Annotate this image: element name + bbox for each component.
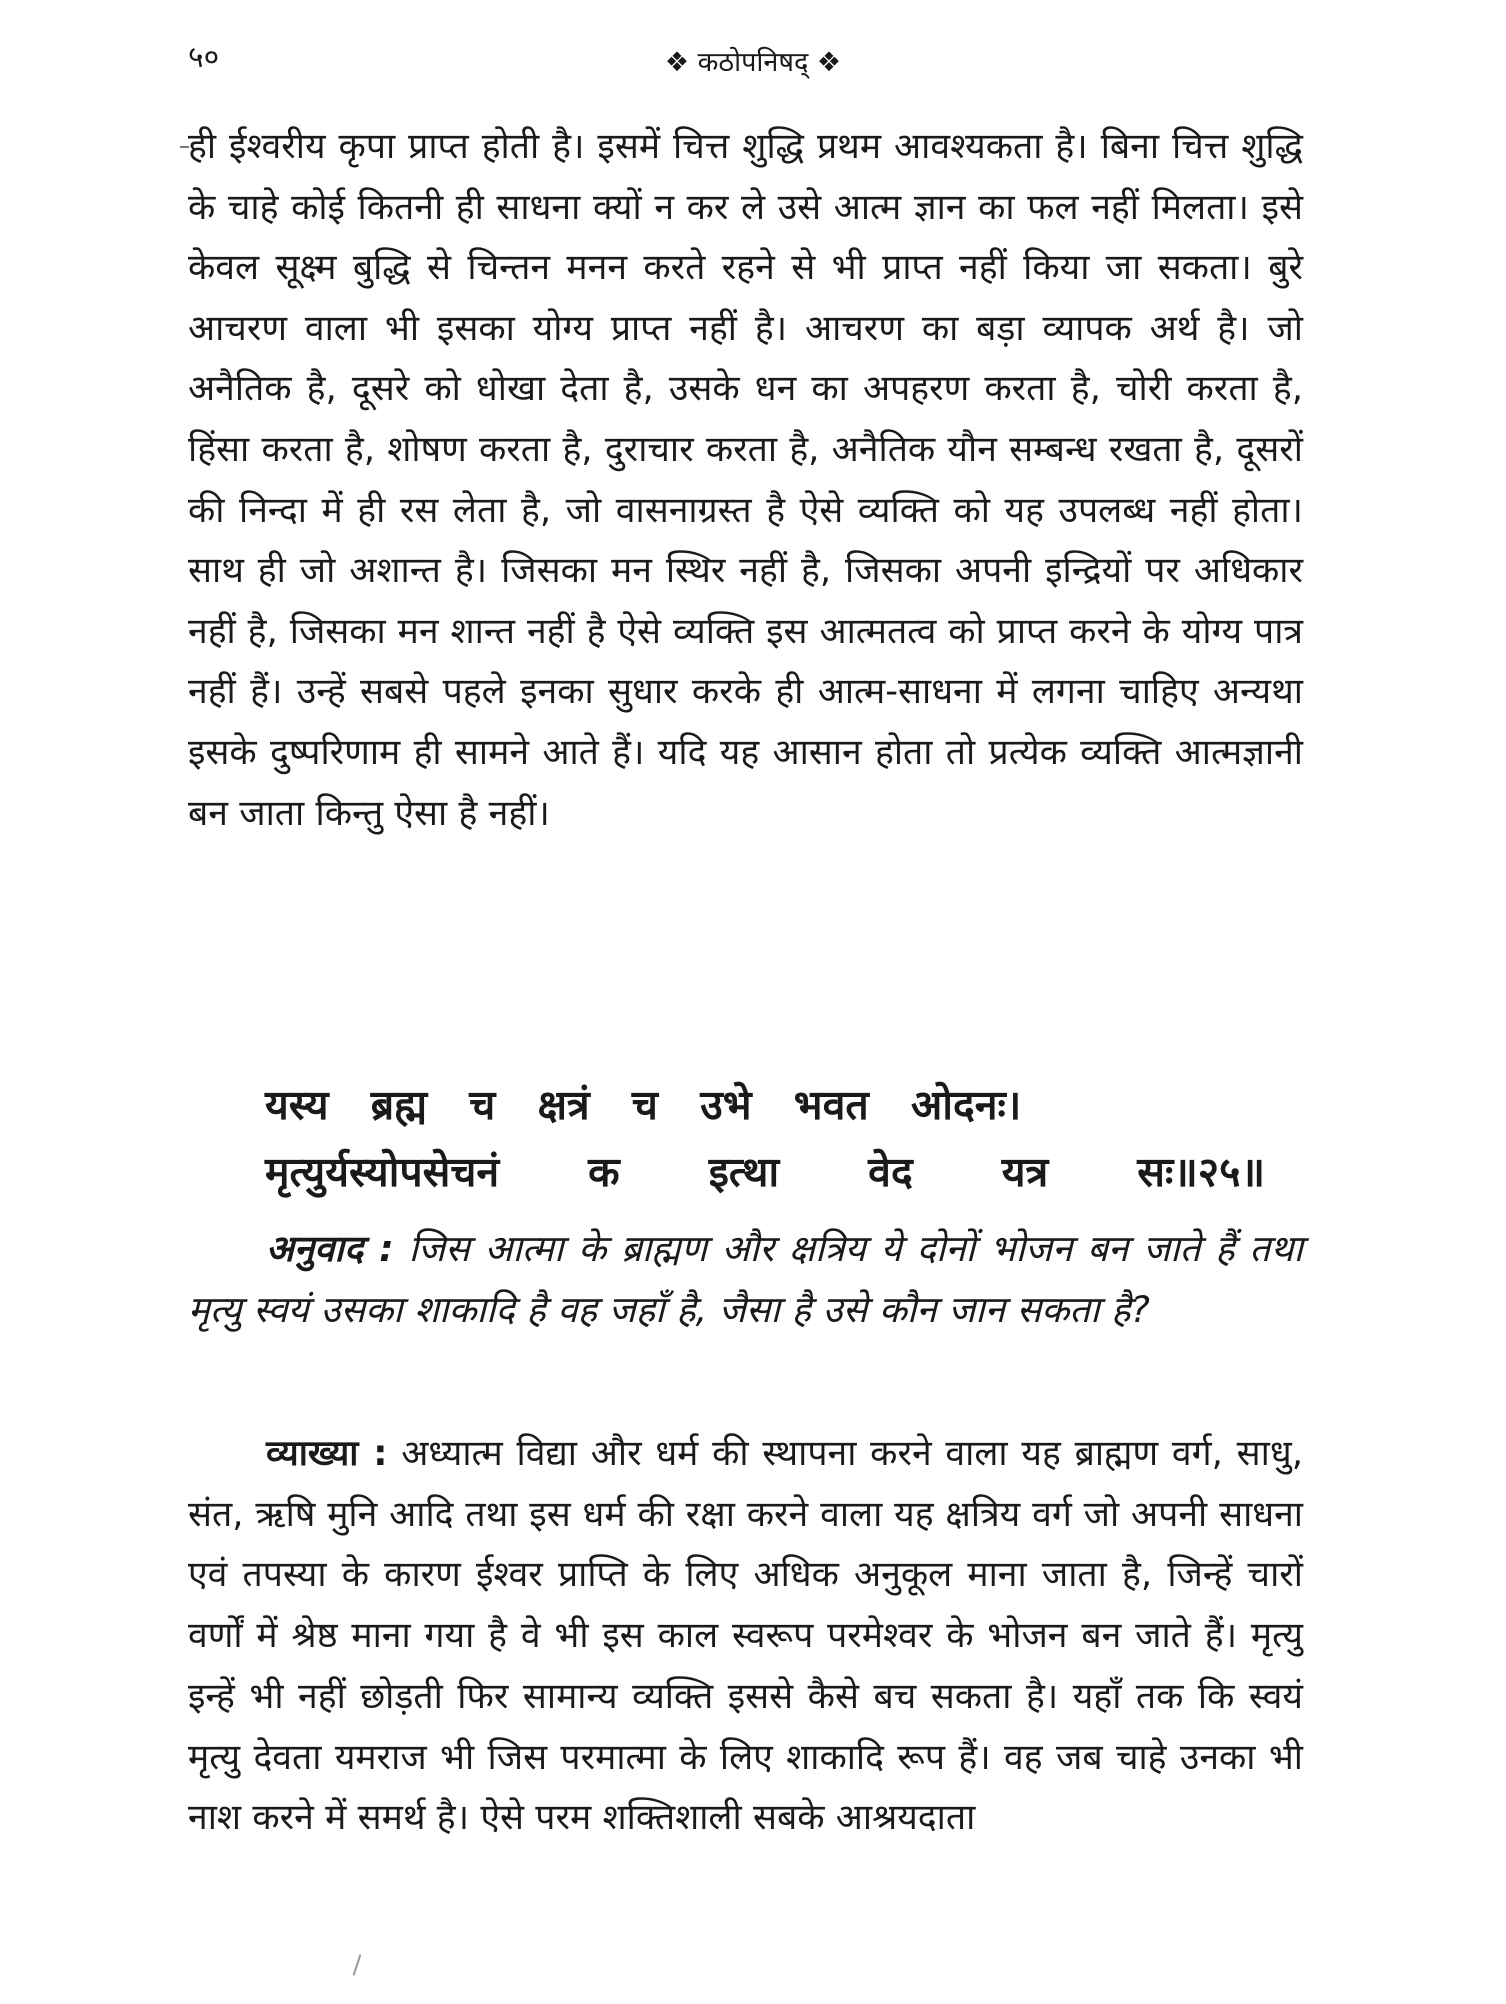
translation-paragraph — [188, 1218, 1303, 1340]
running-header-title: ❖ कठोपनिषद् ❖ — [664, 47, 842, 78]
scan-speck — [353, 1954, 362, 1976]
translation-label: अनुवाद : — [266, 1227, 394, 1270]
explanation-label: व्याख्या : — [266, 1433, 388, 1474]
page-number: ५० — [188, 40, 220, 75]
translation-text: जिस आत्मा के ब्राह्मण और क्षत्रिय ये दोनों भोजन बन जाते हैं तथा मृत्यु स्वयं उसका शाकादि है वह जहाँ है, जैसा है उसे कौन जान सकता है? — [188, 1227, 1304, 1331]
verse-line-1: यस्य ब्रह्म च क्षत्रं च उभे भवत ओदनः। — [265, 1081, 1022, 1129]
explanation-text: अध्यात्म विद्या और धर्म की स्थापना करने वाला यह ब्राह्मण वर्ग, साधु, संत, ऋषि मुनि आदि तथा इस धर्म की रक्षा करने वाला यह क्षत्रिय वर्ग जो अपनी साधना एवं तपस्या के कारण ईश्वर प्राप्ति के लिए अधिक अनुकूल माना जाता है, जिन्हें चारों वर्णों में श्रेष्ठ माना गया है वे भी इस काल स्वरूप परमेश्वर के भोजन बन जाते हैं। मृत्यु इन्हें भी नहीं छोड़ती फिर सामान्य व्यक्ति इससे कैसे बच सकता है। यहाँ तक कि स्वयं मृत्यु देवता यमराज भी जिस परमात्मा के लिए शाकादि रूप हैं। वह जब चाहे उनका भी नाश करने में समर्थ है। ऐसे परम शक्तिशाली सबके आश्रयदाता — [188, 1433, 1303, 1839]
verse-line-2: मृत्युर्यस्योपसेचनं क इत्था वेद यत्र सः॥२५॥ — [265, 1148, 1265, 1196]
body-paragraph: ही ईश्वरीय कृपा प्राप्त होती है। इसमें चित्त शुद्धि प्रथम आवश्यकता है। बिना चित्त शुद्धि के चाहे कोई कितनी ही साधना क्यों न कर ले उसे आत्म ज्ञान का फल नहीं मिलता। इसे केवल सूक्ष्म बुद्धि से चिन्तन मनन करते रहने से भी प्राप्त नहीं किया जा सकता। बुरे आचरण वाला भी इसका योग्य प्राप्त नहीं है। आचरण का बड़ा व्यापक अर्थ है। जो अनैतिक है, दूसरे को धोखा देता है, उसके धन का अपहरण करता है, चोरी करता है, हिंसा करता है, शोषण करता है, दुराचार करता है, अनैतिक यौन सम्बन्ध रखता है, दूसरों की निन्दा में ही रस लेता है, जो वासनाग्रस्त है ऐसे व्यक्ति को यह उपलब्ध नहीं होता। साथ ही जो अशान्त है। जिसका मन स्थिर नहीं है, जिसका अपनी इन्द्रियों पर अधिकार नहीं है, जिसका मन शान्त नहीं है ऐसे व्यक्ति इस आत्मतत्व को प्राप्त करने के योग्य पात्र नहीं हैं। उन्हें सबसे पहले इनका सुधार करके ही आत्म-साधना में लगना चाहिए अन्यथा इसके दुष्परिणाम ही सामने आते हैं। यदि यह आसान होता तो प्रत्येक व्यक्ति आत्मज्ञानी बन जाता किन्तु ऐसा है नहीं। — [188, 126, 1303, 834]
explanation-paragraph — [188, 1424, 1303, 1849]
sanskrit-verse — [265, 1072, 1265, 1206]
